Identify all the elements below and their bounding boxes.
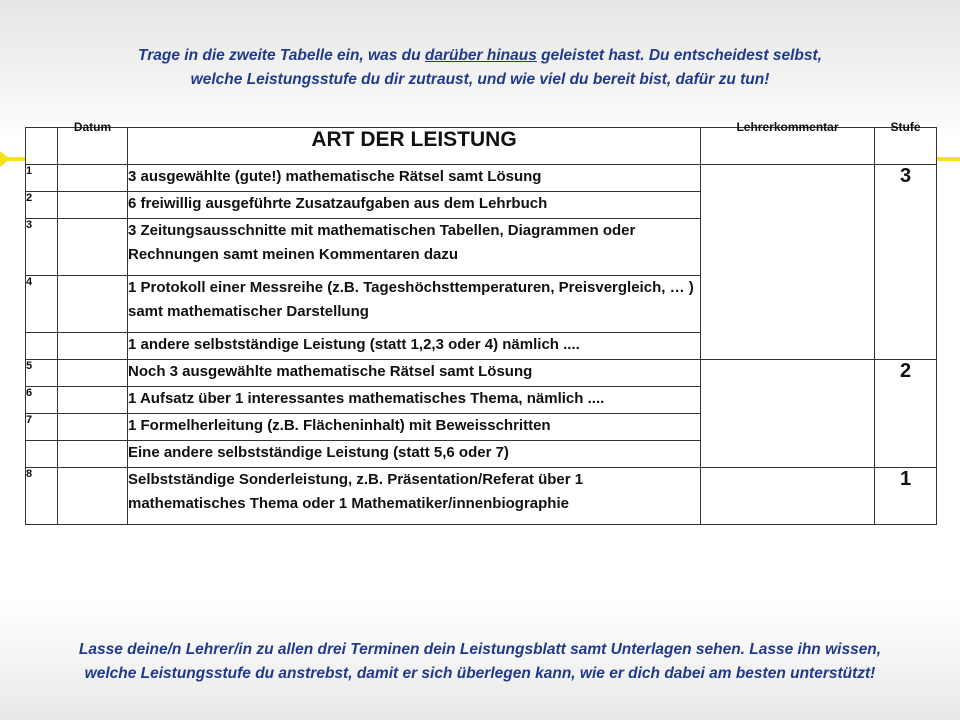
- row-number: 3: [26, 219, 58, 276]
- datum-cell[interactable]: [58, 192, 128, 219]
- leistungs-table: [25, 120, 937, 525]
- leistung-text: Selbstständige Sonderleistung, z.B. Präsentation/Referat über 1 mathematisches Thema oder 1 Mathematiker/innenbiographie: [128, 468, 701, 525]
- lehrerkommentar-cell[interactable]: [701, 468, 875, 525]
- datum-cell[interactable]: [58, 468, 128, 525]
- intro-line-2: welche Leistungsstufe du dir zutraust, und wie viel du bereit bist, dafür zu tun!: [190, 71, 770, 88]
- leistung-text: 1 Aufsatz über 1 interessantes mathematisches Thema, nämlich ....: [128, 387, 701, 414]
- row-number: 6: [26, 387, 58, 414]
- table-row: [26, 165, 937, 192]
- row-number: 4: [26, 276, 58, 333]
- table-row: [26, 468, 937, 525]
- table-row: [26, 360, 937, 387]
- leistung-text: 1 Formelherleitung (z.B. Flächeninhalt) mit Beweisschritten: [128, 414, 701, 441]
- row-number: 8: [26, 468, 58, 525]
- header-art-der-leistung: ART DER LEISTUNG: [128, 128, 701, 165]
- header-stufe: Stufe: [875, 128, 937, 165]
- footer-line-2: welche Leistungsstufe du anstrebst, damit er sich überlegen kann, wie er dich dabei am besten unterstützt!: [84, 665, 876, 682]
- intro-line-1: Trage in die zweite Tabelle ein, was du darüber hinaus geleistet hast. Du entscheidest selbst,: [138, 47, 822, 64]
- lehrerkommentar-cell[interactable]: [701, 360, 875, 468]
- leistung-text: Eine andere selbstständige Leistung (statt 5,6 oder 7): [128, 441, 701, 468]
- leistung-text: 3 Zeitungsausschnitte mit mathematischen Tabellen, Diagrammen oder Rechnungen samt meinen Kommentaren dazu: [128, 219, 701, 276]
- row-number: 2: [26, 192, 58, 219]
- header-num: [26, 128, 58, 165]
- datum-cell[interactable]: [58, 360, 128, 387]
- datum-cell[interactable]: [58, 414, 128, 441]
- header-lehrerkommentar: Lehrerkommentar: [701, 128, 875, 165]
- leistung-text: Noch 3 ausgewählte mathematische Rätsel samt Lösung: [128, 360, 701, 387]
- datum-cell[interactable]: [58, 165, 128, 192]
- yellow-accent-arrow: [0, 151, 10, 167]
- stufe-value: 1: [875, 468, 937, 525]
- row-number: [26, 333, 58, 360]
- stufe-value: 2: [875, 360, 937, 468]
- datum-cell[interactable]: [58, 441, 128, 468]
- stufe-value: 3: [875, 165, 937, 360]
- datum-cell[interactable]: [58, 387, 128, 414]
- lehrerkommentar-cell[interactable]: [701, 165, 875, 360]
- intro-text: [40, 44, 920, 92]
- intro-underlined-phrase: darüber hinaus: [424, 47, 537, 64]
- leistung-text: 1 andere selbstständige Leistung (statt 1,2,3 oder 4) nämlich ....: [128, 333, 701, 360]
- datum-cell[interactable]: [58, 276, 128, 333]
- leistung-text: 3 ausgewählte (gute!) mathematische Rätsel samt Lösung: [128, 165, 701, 192]
- table-header-row: [26, 128, 937, 165]
- header-datum: Datum: [58, 128, 128, 165]
- row-number: [26, 441, 58, 468]
- row-number: 7: [26, 414, 58, 441]
- leistung-text: 6 freiwillig ausgeführte Zusatzaufgaben aus dem Lehrbuch: [128, 192, 701, 219]
- footer-line-1: Lasse deine/n Lehrer/in zu allen drei Terminen dein Leistungsblatt samt Unterlagen sehen. Lasse ihn wissen,: [78, 641, 882, 658]
- leistung-text: 1 Protokoll einer Messreihe (z.B. Tageshöchsttemperaturen, Preisvergleich, … ) samt mathematischer Darstellung: [128, 276, 701, 333]
- row-number: 1: [26, 165, 58, 192]
- datum-cell[interactable]: [58, 219, 128, 276]
- row-number: 5: [26, 360, 58, 387]
- datum-cell[interactable]: [58, 333, 128, 360]
- footer-text: [10, 638, 950, 686]
